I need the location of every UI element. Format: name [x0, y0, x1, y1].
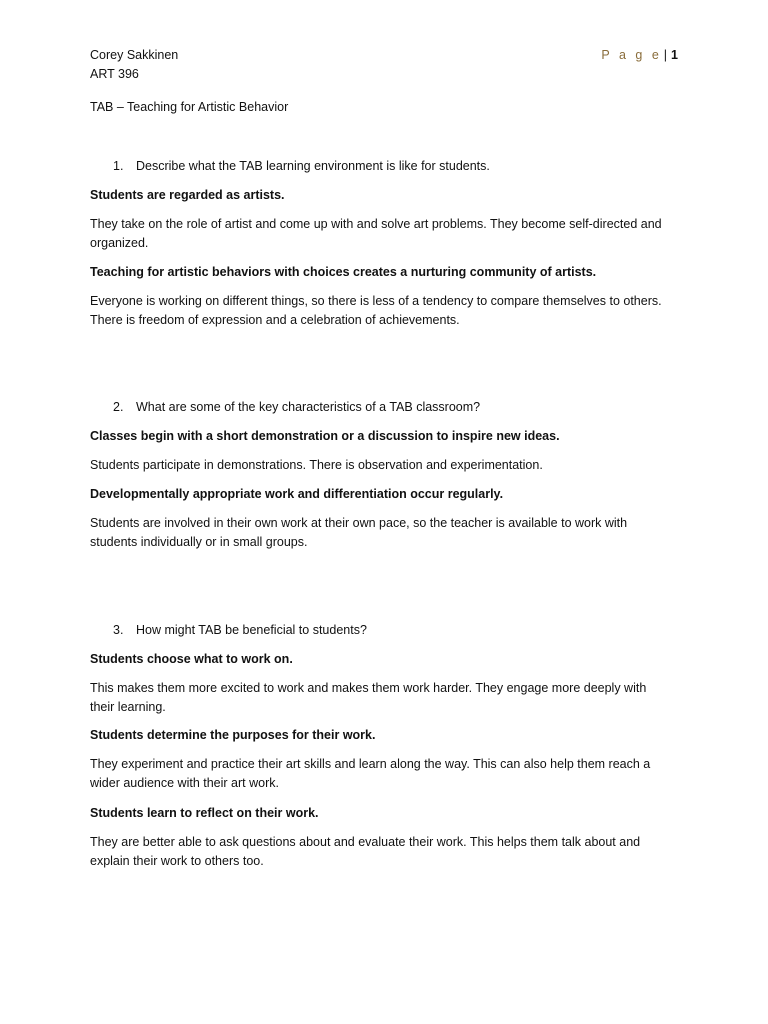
answer-paragraph: They experiment and practice their art skills and learn along the way. This can also help them reach a wider audience with their art work. [90, 757, 651, 790]
answer-paragraph: They are better able to ask questions about and evaluate their work. This helps them talk about and explain their work to others too. [90, 835, 641, 868]
answer-heading: Classes begin with a short demonstration or a discussion to inspire new ideas. [90, 429, 560, 443]
page-number: 1 [671, 48, 678, 62]
answer-heading: Students are regarded as artists. [90, 188, 285, 202]
answer-paragraph: This makes them more excited to work and makes them work harder. They engage more deeply with their learning. [90, 681, 647, 714]
answer-heading: Developmentally appropriate work and differentiation occur regularly. [90, 487, 504, 501]
page-separator: | [663, 48, 668, 62]
question-number: 3. [113, 623, 124, 637]
answer-heading: Students choose what to work on. [90, 652, 293, 666]
answer-paragraph: Students participate in demonstrations. There is observation and experimentation. [90, 458, 543, 472]
answer-paragraph: They take on the role of artist and come up with and solve art problems. They become self-directed and organized. [90, 217, 662, 250]
document-title: TAB – Teaching for Artistic Behavior [90, 100, 289, 114]
page-number-label [601, 46, 678, 65]
course-code: ART 396 [90, 67, 139, 81]
question-text: What are some of the key characteristics of a TAB classroom? [136, 400, 481, 414]
author-name: Corey Sakkinen [90, 48, 179, 62]
question-text: Describe what the TAB learning environment is like for students. [136, 159, 490, 173]
question-text: How might TAB be beneficial to students? [136, 623, 367, 637]
question-number: 1. [113, 159, 124, 173]
answer-paragraph: Everyone is working on different things, so there is less of a tendency to compare themselves to others. There is freedom of expression and a celebration of achievements. [90, 294, 662, 327]
answer-heading: Teaching for artistic behaviors with choices creates a nurturing community of artists. [90, 265, 597, 279]
answer-paragraph: Students are involved in their own work at their own pace, so the teacher is available to work with students individually or in small groups. [90, 516, 628, 549]
page-word: P a g e [601, 48, 662, 62]
question-number: 2. [113, 400, 124, 414]
answer-heading: Students learn to reflect on their work. [90, 806, 319, 820]
answer-heading: Students determine the purposes for their work. [90, 728, 376, 742]
